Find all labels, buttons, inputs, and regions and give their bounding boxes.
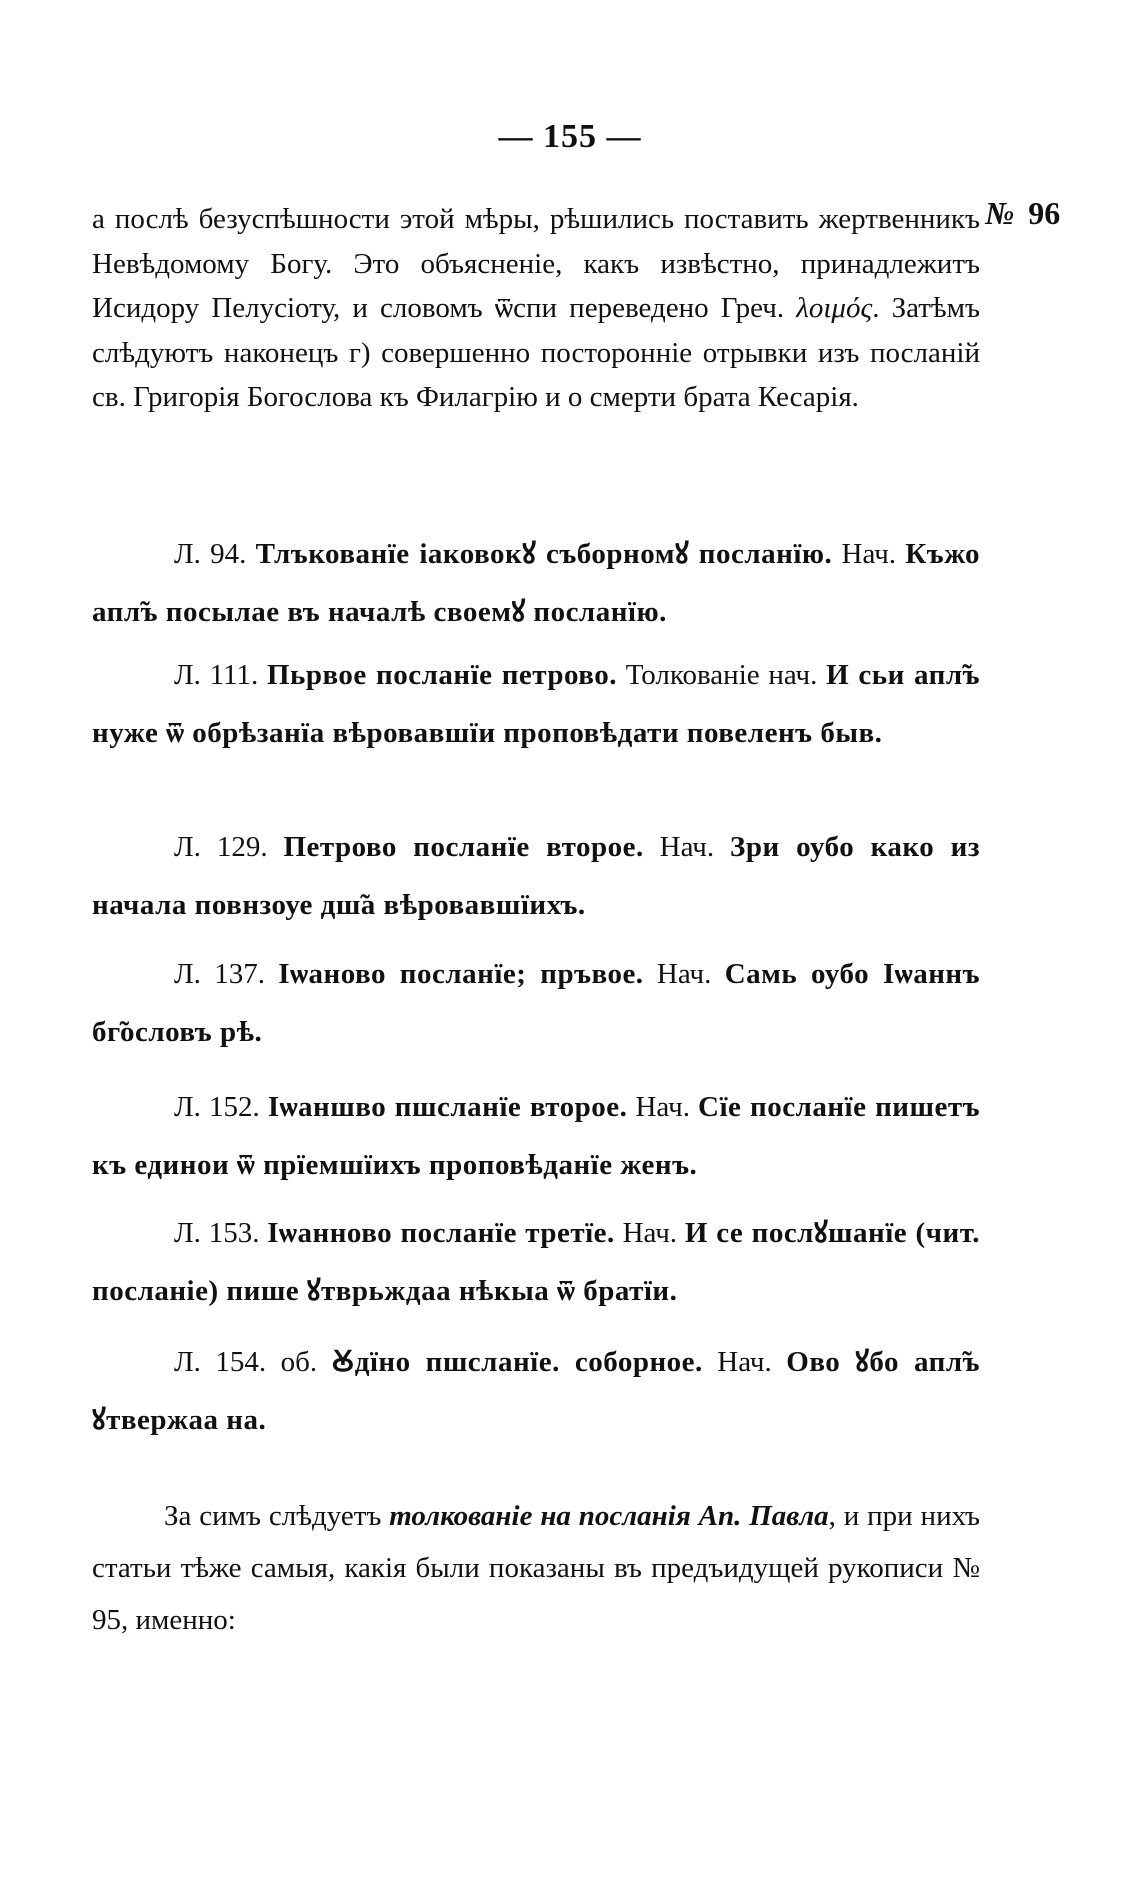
entry-title: Тлъкованїе іаковокꙋ съборномꙋ посланїю. [255,538,833,570]
incipit-text: Зри оубо како из начала повнзоуе дш̃а вѣровавшїихъ. [92,831,980,921]
incipit-label: Нач. [635,1091,690,1123]
closing-text-after: , и при нихъ статьи тѣже самыя, какія были показаны въ предъидущей рукописи № 95, именно: [92,1500,980,1636]
entry-title: Петрово посланїе второе. [283,831,644,863]
numero-sign: № [985,195,1015,231]
folio-entry [92,525,980,641]
incipit-label: Нач. [622,1217,678,1249]
entry-title: Ꙋдїно пшсланїе. соборное. [331,1346,703,1378]
intro-text-after: . Затѣмъ слѣдуютъ наконецъ г) совершенно посторонніе отрывки изъ посланій св. Григорія Богослова къ Филагрію и о смерти брата Кесарія. [92,292,980,413]
incipit-text: Къжо апл̃ъ посылае въ началѣ своемꙋ посланїю. [92,538,981,628]
folio-ref: Л. 152. [174,1091,260,1123]
margin-manuscript-number [985,195,1060,232]
incipit-label: Нач. [841,538,897,570]
incipit-text: И сьи апл̃ъ нуже ѿ обрѣзанїа вѣровавшїи проповѣдати повеленъ быв. [92,659,981,749]
entry-title: Іѡанново посланїе третїе. [267,1217,615,1249]
folio-ref: Л. 137. [174,958,265,990]
folio-entry [92,1333,980,1449]
intro-paragraph [92,197,980,420]
folio-ref: Л. 129. [174,831,268,863]
folio-ref: Л. 94. [174,538,247,570]
closing-paragraph [92,1490,980,1646]
incipit-text: Сїе посланїе пишетъ къ единои ѿ прїемшїихъ проповѣданїе женъ. [92,1091,980,1181]
incipit-label: Толкованіе нач. [625,659,818,691]
entry-title: Іѡаншво пшсланїе второе. [267,1091,628,1123]
folio-ref: Л. 153. [174,1217,260,1249]
incipit-text: Самь оубо Іѡаннъ бг̃ословъ рѣ. [92,958,981,1048]
intro-text: а послѣ безуспѣшности этой мѣры, рѣшились поставить жертвенникъ Невѣдомому Богу. Это объясненіе, какъ извѣстно, принадлежитъ Исидору Пелусіоту, и словомъ ѿспи переведено Греч. [92,203,980,324]
incipit-label: Нач. [659,831,715,863]
entry-title: Іѡаново посланїе; пръвое. [278,958,644,990]
incipit-label: Нач. [656,958,712,990]
closing-emphasis: толкованіе на посланія Ап. Павла [389,1500,829,1532]
folio-ref: Л. 154. об. [174,1346,318,1378]
page-number: — 155 — [498,118,642,155]
folio-entry [92,1204,980,1320]
greek-word: λοιμός [796,292,873,324]
folio-ref: Л. 111. [174,659,259,691]
incipit-label: Нач. [717,1346,772,1378]
incipit-text: И се послꙋшанїе (чит. посланіе) пише ꙋтврьждаа нѣкыа ѿ братїи. [92,1217,981,1307]
folio-entry [92,1078,980,1194]
closing-text-before: За симъ слѣдуетъ [164,1500,390,1532]
entry-title: Пьрвое посланїе петрово. [266,659,618,691]
folio-entry [92,945,980,1061]
manuscript-number: 96 [1028,195,1061,231]
folio-entry [92,818,980,934]
folio-entry [92,646,980,762]
incipit-text: Ово ꙋбо апл̃ъ ꙋтвержаа на. [92,1346,981,1436]
